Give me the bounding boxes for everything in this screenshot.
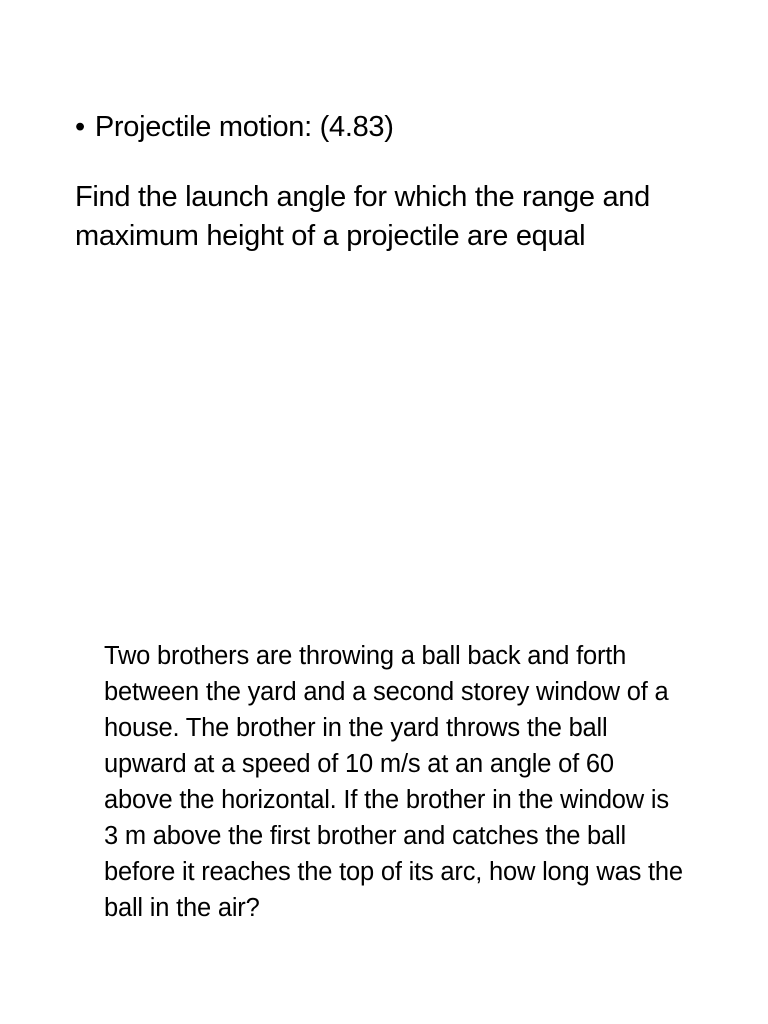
bullet-icon: • — [75, 111, 85, 143]
bullet-heading-text: Projectile motion: (4.83) — [94, 111, 394, 143]
bullet-heading-line — [75, 108, 394, 146]
problem-one-text: Find the launch angle for which the range and maximum height of a projectile are equal — [75, 181, 650, 252]
problem-two-text: Two brothers are throwing a ball back and forth between the yard and a second storey window of a house. The brother in the yard throws the ball upward at a speed of 10 m/s at an angle of 60 above the horizontal. If the brother in the window is 3 m above the first brother and catches the ball before it reaches the top of its arc, how long was the ball in the air? — [104, 642, 683, 922]
